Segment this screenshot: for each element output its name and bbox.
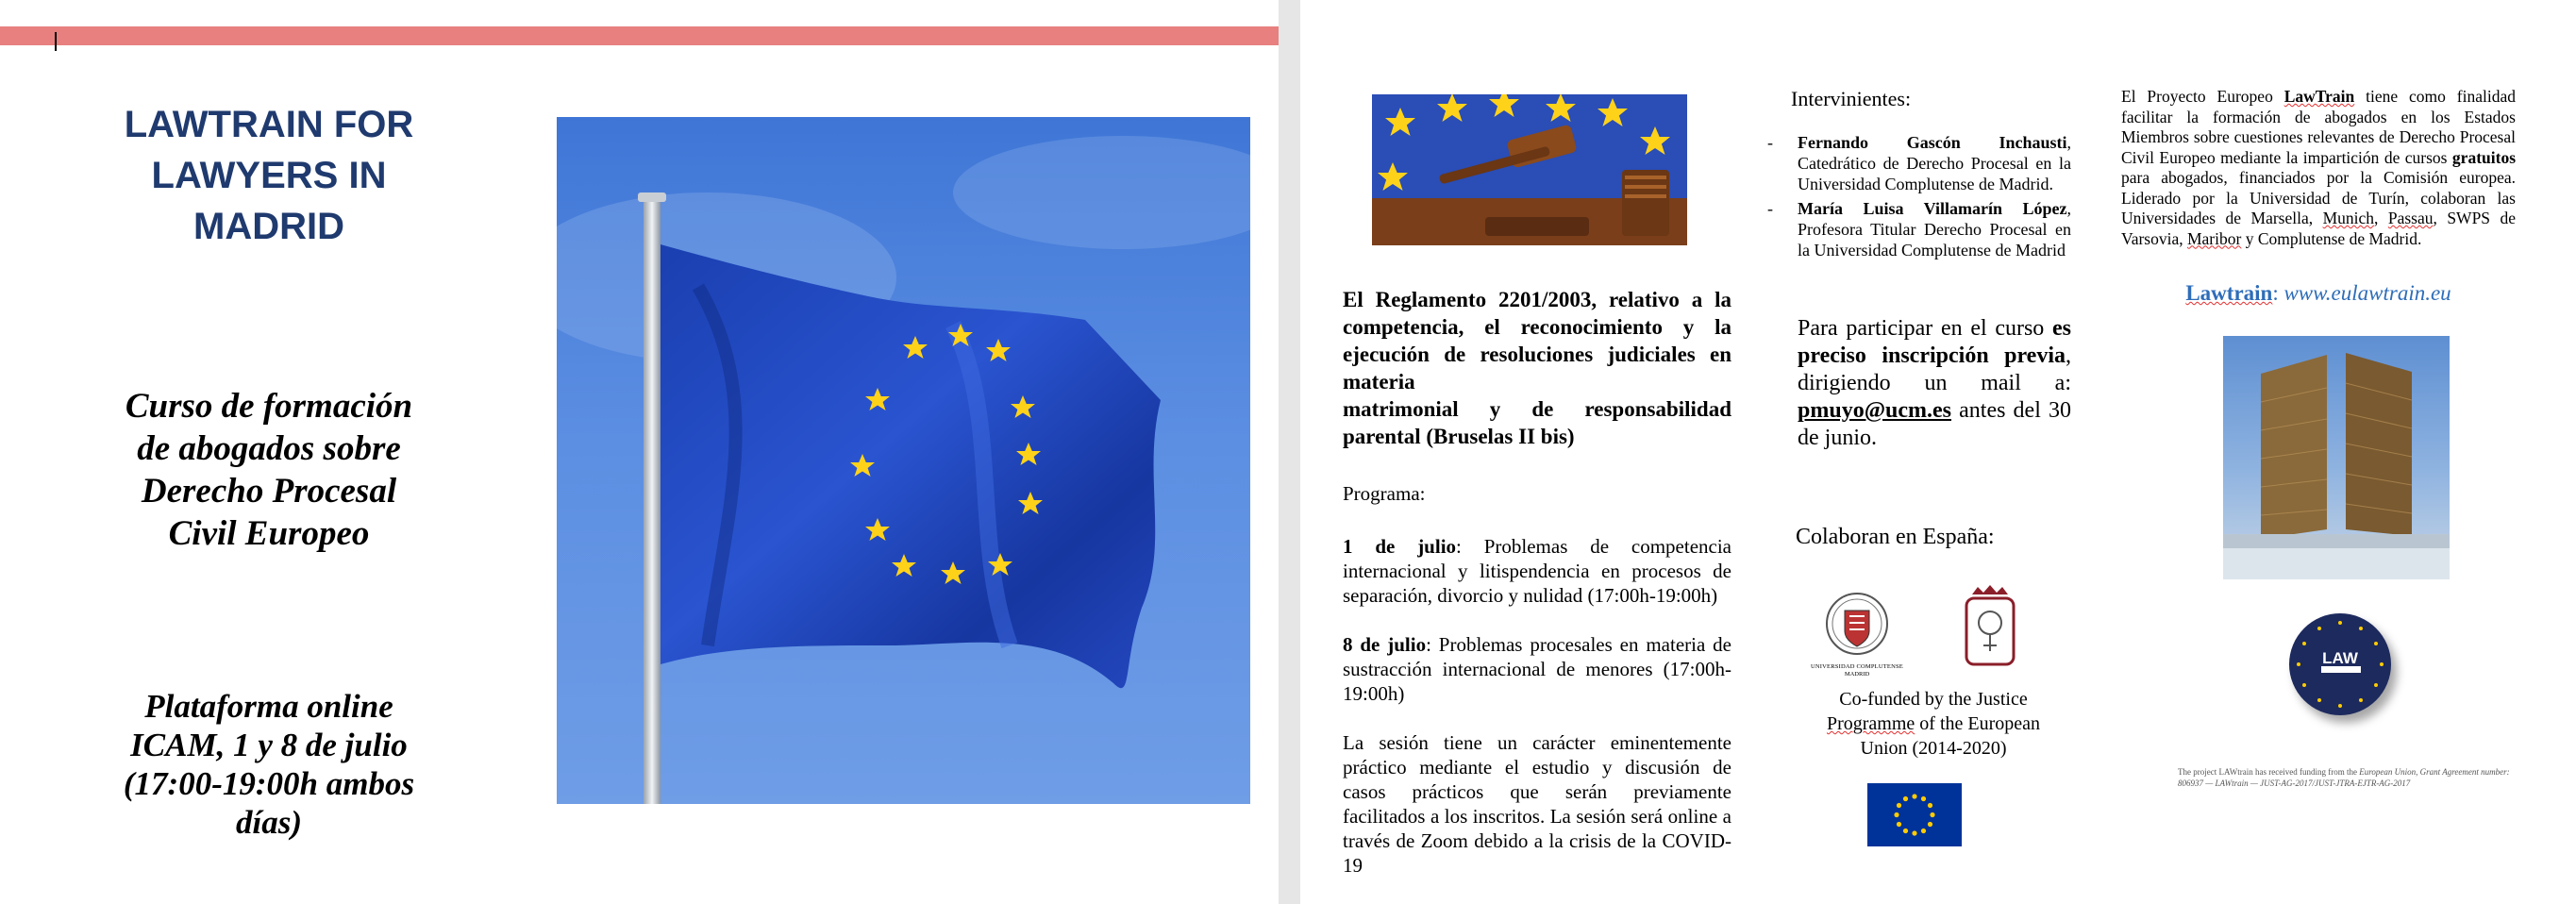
project-text-b: tiene como finalidad facilitar la formación de abogados en los Estados Miembros sobre cuestiones relevantes de Derecho Procesal Civil Europeo mediante la impartición de cursos	[2121, 87, 2516, 167]
header-red-bar	[0, 26, 1279, 45]
regulation-heading-a: El Reglamento 2201/2003, relativo a la competencia, el reconocimiento y la ejecución de resoluciones judiciales en materia	[1343, 288, 1731, 393]
lawtrain-link-name[interactable]: Lawtrain	[2185, 281, 2273, 305]
speakers-label: Intervinientes:	[1791, 87, 1912, 110]
eu-gavel-image	[1372, 94, 1687, 245]
cover-page	[0, 0, 1279, 904]
text-cursor	[55, 32, 57, 51]
cofunded-line-2b: of the European	[1915, 713, 2041, 734]
eu-stars-icon	[1867, 783, 1962, 846]
ucm-crest-icon	[1824, 590, 1890, 658]
cofunded-line-2	[1786, 711, 2081, 736]
cover-title	[85, 99, 453, 252]
signup-text-b: , dirigiendo un mail a:	[1798, 343, 2071, 395]
ucm-caption-2: MADRID	[1844, 671, 1870, 678]
ucm-logo	[1800, 590, 1914, 679]
lawtrain-link-line	[2121, 281, 2516, 306]
speaker-desc: , Profesora Titular Derecho Procesal en la Universidad Complutense de Madrid	[1798, 199, 2071, 259]
cover-subtitle	[94, 385, 443, 555]
cover-platform-line: días)	[236, 804, 302, 841]
project-passau: Passau	[2387, 209, 2434, 227]
lawtrain-link-colon: :	[2272, 281, 2279, 305]
signup-text-a: Para participar en el curso	[1798, 316, 2052, 341]
project-text-a: El Proyecto Europeo	[2121, 87, 2284, 106]
eu-flag-illustration	[557, 117, 1250, 804]
signup-text-c: antes del 30 de junio.	[1798, 398, 2071, 450]
footnote-text-b: European Union, Grant Agreement number: 806937 — LAWtrain — JUST-AG-2017/JUST-JTRA-EJTR-AG-2017	[2178, 767, 2510, 788]
program-item-1-text: : Problemas de competencia internacional y litispendencia en procesos de separación, divorcio y nulidad (17:00h-19:00h)	[1343, 535, 1732, 607]
cover-subtitle-line: Civil Europeo	[168, 514, 370, 553]
towers-illustration	[2223, 336, 2450, 579]
program-item-2-text: : Problemas procesales en materia de sustracción internacional de menores (17:00h-19:00h)	[1343, 633, 1732, 705]
inside-page	[1300, 0, 2576, 904]
funding-footnote	[2178, 766, 2527, 789]
cover-platform	[90, 687, 448, 842]
court-towers-photo	[2223, 336, 2450, 579]
cover-subtitle-line: Derecho Procesal	[141, 472, 397, 511]
cover-title-line: LAWTRAIN FOR	[124, 104, 414, 145]
project-text-c: para abogados, financiados por la Comisión europea. Liderado por la Universidad de Turín, colaboran las Universidades de Marsella,	[2121, 168, 2516, 227]
signup-text-bold: es preciso inscripción previa	[1798, 316, 2071, 368]
cover-platform-line: Plataforma online	[144, 688, 393, 725]
speaker-name: Fernando Gascón Inchausti	[1798, 133, 2067, 152]
speaker-item	[1767, 198, 2071, 260]
cover-title-line: MADRID	[193, 206, 344, 247]
ucm-caption-1: UNIVERSIDAD COMPLUTENSE	[1811, 663, 1903, 670]
project-description	[2121, 87, 2516, 249]
cofunded-text	[1786, 687, 2081, 761]
project-name: LawTrain	[2283, 87, 2355, 106]
cofunded-programme-word: Programme	[1826, 713, 1915, 734]
cover-subtitle-line: de abogados sobre	[137, 429, 401, 468]
project-maribor: Maribor	[2186, 228, 2242, 248]
badge-text: LAW	[2322, 649, 2358, 667]
project-comma: ,	[2374, 209, 2388, 227]
speakers-list	[1767, 132, 2071, 260]
gavel-illustration	[1372, 94, 1687, 245]
program-item-2-date: 8 de julio	[1343, 633, 1427, 656]
program-item-1	[1343, 534, 1731, 608]
signup-email-link[interactable]: pmuyo@ucm.es	[1798, 398, 1951, 423]
cover-platform-line: (17:00-19:00h ambos	[123, 765, 415, 802]
cofunded-line-1: Co-funded by the Justice	[1839, 689, 2028, 710]
cover-title-line: LAWYERS IN	[151, 155, 387, 196]
cover-subtitle-line: Curso de formación	[125, 387, 413, 426]
program-item-1-date: 1 de julio	[1343, 535, 1457, 558]
project-text-e: y Complutense de Madrid.	[2241, 228, 2422, 248]
project-gratuitos: gratuitos	[2451, 147, 2516, 167]
footnote-text-a: The project LAWtrain has received funding from the	[2178, 767, 2360, 777]
icam-logo	[1961, 585, 2027, 670]
cover-platform-line: ICAM, 1 y 8 de julio	[130, 727, 408, 763]
regulation-heading	[1343, 286, 1731, 450]
session-description: La sesión tiene un carácter eminentemente práctico mediante el estudio y discusión de casos prácticos que serán previamente facilitados a los inscritos. La sesión será online a través de Zoom debido a la crisis de la COVID-19	[1343, 731, 1731, 877]
icam-crest-icon	[1961, 585, 2019, 670]
speaker-name: María Luisa Villamarín López	[1798, 199, 2067, 218]
colaboran-label: Colaboran en España:	[1796, 525, 1995, 549]
signup-text	[1798, 315, 2071, 452]
cofunded-line-3: Union (2014-2020)	[1860, 738, 2007, 759]
speaker-desc: , Catedrático de Derecho Procesal en la Universidad Complutense de Madrid.	[1798, 133, 2071, 193]
project-munich: Munich	[2322, 209, 2375, 227]
eu-flag-logo	[1867, 783, 1962, 846]
page-gap	[1279, 0, 1300, 904]
programa-label: Programa:	[1343, 482, 1426, 505]
lawtrain-badge	[2289, 613, 2391, 715]
programme-section	[1343, 481, 1731, 878]
speaker-item	[1767, 132, 2071, 194]
eu-flag-photo	[557, 117, 1250, 804]
project-text-d: , SWPS de Varsovia,	[2121, 209, 2517, 248]
lawtrain-url-link[interactable]: www.eulawtrain.eu	[2278, 281, 2451, 305]
regulation-heading-b: matrimonial y de responsabilidad parental (Bruselas II bis)	[1343, 397, 1731, 448]
program-item-2	[1343, 632, 1731, 706]
